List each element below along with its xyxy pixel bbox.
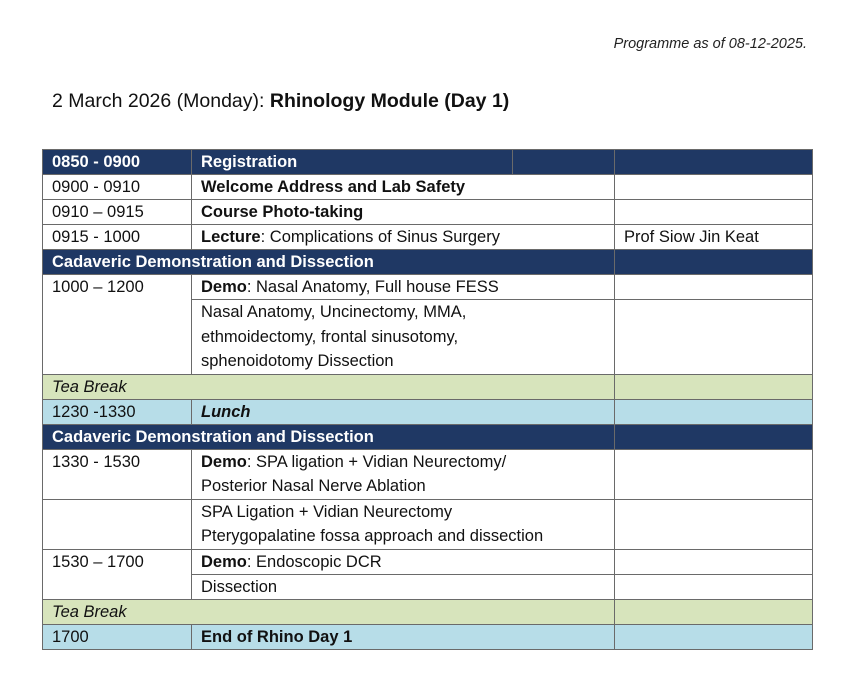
- table-row: [43, 225, 813, 250]
- speaker-cell: [615, 499, 813, 549]
- session-title: Registration: [201, 153, 298, 171]
- table-row: [43, 449, 813, 499]
- session-cell: [192, 449, 615, 499]
- session-cell: End of Rhino Day 1: [192, 624, 615, 649]
- session-line: SPA Ligation + Vidian Neurectomy: [201, 502, 453, 521]
- table-row: [43, 175, 813, 200]
- title-module: Rhinology Module (Day 1): [269, 90, 510, 112]
- session-line: Posterior Nasal Nerve Ablation: [201, 477, 426, 495]
- session-cell: [192, 499, 615, 549]
- time-cell: 1000 – 1200: [43, 275, 192, 375]
- table-row: [43, 150, 813, 175]
- speaker-cell: [615, 150, 813, 175]
- session-cell: Welcome Address and Lab Safety: [192, 175, 615, 200]
- session-type: Demo: [201, 278, 247, 296]
- break-row: [43, 599, 813, 624]
- session-cell: [192, 300, 615, 375]
- speaker-cell: [615, 574, 813, 599]
- table-row: [43, 549, 813, 574]
- speaker-cell: [615, 549, 813, 574]
- session-cell: [192, 275, 615, 300]
- closing-row: [43, 624, 813, 649]
- break-label: Tea Break: [43, 374, 615, 399]
- session-title: : Endoscopic DCR: [246, 552, 382, 571]
- speaker-cell: [615, 250, 813, 275]
- speaker-cell: [615, 275, 813, 300]
- section-title: Cadaveric Demonstration and Dissection: [43, 250, 615, 275]
- time-cell: 1230 -1330: [43, 399, 192, 424]
- table-row: [43, 499, 813, 549]
- table-row: [43, 200, 813, 225]
- session-title: : SPA ligation + Vidian Neurectomy/: [246, 452, 507, 471]
- speaker-cell: [615, 449, 813, 499]
- speaker-cell: [615, 300, 813, 375]
- session-title: : Complications of Sinus Surgery: [260, 228, 500, 246]
- session-cell: [192, 150, 615, 175]
- speaker-cell: [615, 599, 813, 624]
- table-row: [43, 275, 813, 300]
- session-cell: [192, 225, 615, 250]
- session-cell: [192, 549, 615, 574]
- break-label: Tea Break: [43, 599, 615, 624]
- time-cell: 0850 - 0900: [43, 150, 192, 175]
- break-row: [43, 374, 813, 399]
- session-cell: Course Photo-taking: [192, 200, 615, 225]
- speaker-cell: Prof Siow Jin Keat: [615, 225, 813, 250]
- session-line: ethmoidectomy, frontal sinusotomy,: [201, 327, 459, 346]
- time-cell: 1700: [43, 624, 192, 649]
- time-cell: 1330 - 1530: [43, 449, 192, 499]
- speaker-cell: [615, 424, 813, 449]
- session-cell: Dissection: [192, 574, 615, 599]
- section-title: Cadaveric Demonstration and Dissection: [43, 424, 615, 449]
- speaker-cell: [615, 200, 813, 225]
- section-header-row: [43, 424, 813, 449]
- programme-date-note: Programme as of 08-12-2025.: [613, 36, 807, 52]
- schedule-table: [42, 149, 813, 650]
- time-cell: 1530 – 1700: [43, 549, 192, 599]
- speaker-cell: [615, 624, 813, 649]
- page-title: [52, 90, 509, 113]
- speaker-cell: [615, 374, 813, 399]
- title-date: 2 March 2026 (Monday):: [52, 90, 270, 112]
- cell-divider: [512, 150, 513, 174]
- time-cell: 0910 – 0915: [43, 200, 192, 225]
- session-type: Demo: [201, 552, 247, 571]
- session-line: sphenoidotomy Dissection: [201, 352, 394, 370]
- lunch-row: [43, 399, 813, 424]
- section-header-row: [43, 250, 813, 275]
- session-line: Pterygopalatine fossa approach and dissection: [201, 527, 544, 545]
- session-type: Lecture: [201, 228, 261, 246]
- speaker-cell: [615, 399, 813, 424]
- session-title: : Nasal Anatomy, Full house FESS: [246, 278, 499, 296]
- session-line: Nasal Anatomy, Uncinectomy, MMA,: [201, 303, 467, 321]
- speaker-cell: [615, 175, 813, 200]
- time-cell: 0900 - 0910: [43, 175, 192, 200]
- time-cell: [43, 499, 192, 549]
- session-type: Demo: [201, 452, 247, 471]
- time-cell: 0915 - 1000: [43, 225, 192, 250]
- session-cell: Lunch: [192, 399, 615, 424]
